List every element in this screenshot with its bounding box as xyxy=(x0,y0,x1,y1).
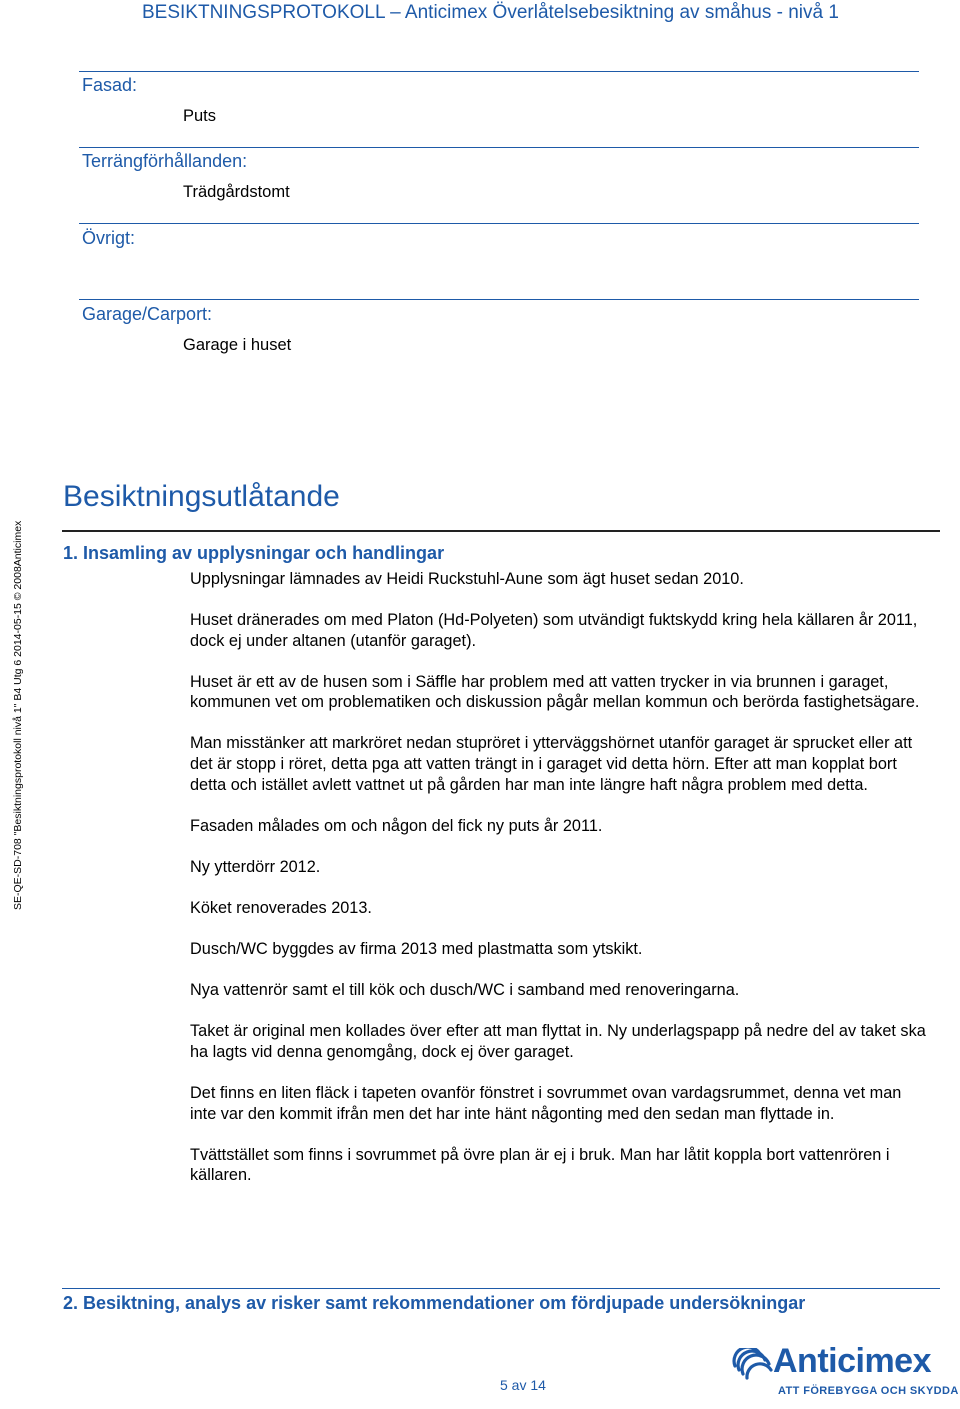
paragraph: Nya vattenrör samt el till kök och dusch/WC i samband med renoveringarna. xyxy=(190,981,740,1000)
anticimex-logo-wordmark: Anticimex xyxy=(773,1342,931,1380)
section-heading: Besiktningsutlåtande xyxy=(63,480,340,513)
field-label-fasad: Fasad: xyxy=(82,75,138,95)
field-rule-fasad xyxy=(79,71,919,72)
subsection-heading-2: 2. Besiktning, analys av risker samt rekommendationer om fördjupade undersökningar xyxy=(63,1293,806,1313)
anticimex-logo xyxy=(729,1342,959,1405)
field-label-garage: Garage/Carport: xyxy=(82,304,213,324)
paragraph: Huset är ett av de husen som i Säffle har problem med att vatten trycker in via brunnen i garaget, kommunen vet om problematiken och diskussion pågår mellan kommun och berörda fastighetsägare. xyxy=(190,672,920,712)
field-value-fasad: Puts xyxy=(183,107,217,125)
paragraph: Man misstänker att markröret nedan stupröret i ytterväggshörnet utanför garaget är sprucket eller att det är stopp i röret, detta pga att vatten trängt in i garaget vid detta hörn. Efter att man kopplat bort detta och istället avlett vattnet ut på gården har man inte längre haft några problem med detta. xyxy=(190,734,913,794)
section-heading-rule xyxy=(62,530,940,532)
paragraph: Köket renoverades 2013. xyxy=(190,898,372,917)
field-rule-garage xyxy=(79,299,919,300)
subsection-heading-1: 1. Insamling av upplysningar och handlingar xyxy=(63,543,445,563)
anticimex-logo-mark-icon xyxy=(729,1348,773,1384)
field-value-terrang: Trädgårdstomt xyxy=(183,183,290,201)
side-form-reference: SE-QE-SD-708 "Besiktningsprotokoll nivå 1" B4 Utg 6 2014-05-15 © 2008Anticimex xyxy=(12,520,24,910)
field-label-ovrigt: Övrigt: xyxy=(82,228,136,248)
field-label-terrang: Terrängförhållanden: xyxy=(82,151,248,171)
anticimex-logo-tagline: ATT FÖREBYGGA OCH SKYDDA xyxy=(778,1385,959,1397)
field-rule-ovrigt xyxy=(79,223,919,224)
page-number: 5 av 14 xyxy=(500,1377,546,1393)
paragraph: Tvättstället som finns i sovrummet på övre plan är ej i bruk. Man har låtit koppla bort vattenrören i källaren. xyxy=(190,1145,890,1185)
field-rule-terrang xyxy=(79,147,919,148)
paragraph: Det finns en liten fläck i tapeten ovanför fönstret i sovrummet ovan vardagsrummet, denna vet man inte var den kommit ifrån men det har inte hänt någonting med den sedan man flyttade in. xyxy=(190,1083,902,1123)
paragraph: Taket är original men kollades över efter att man flyttat in. Ny underlagspapp på nedre del av taket ska ha lagts vid denna genomgång, dock ej över garaget. xyxy=(190,1022,926,1061)
document-header-title: BESIKTNINGSPROTOKOLL – Anticimex Överlåtelsebesiktning av småhus - nivå 1 xyxy=(142,2,839,23)
subsection-rule-2 xyxy=(62,1288,940,1289)
report-body xyxy=(190,569,930,1206)
paragraph: Huset dränerades om med Platon (Hd-Polyeten) som utvändigt fuktskydd kring hela källaren år 2011, dock ej under altanen (utanför garaget). xyxy=(190,611,918,650)
paragraph: Upplysningar lämnades av Heidi Ruckstuhl-Aune som ägt huset sedan 2010. xyxy=(190,570,744,588)
paragraph: Fasaden målades om och någon del fick ny puts år 2011. xyxy=(190,816,603,835)
paragraph: Ny ytterdörr 2012. xyxy=(190,857,321,876)
paragraph: Dusch/WC byggdes av firma 2013 med plastmatta som ytskikt. xyxy=(190,940,643,959)
field-value-garage: Garage i huset xyxy=(183,336,292,354)
